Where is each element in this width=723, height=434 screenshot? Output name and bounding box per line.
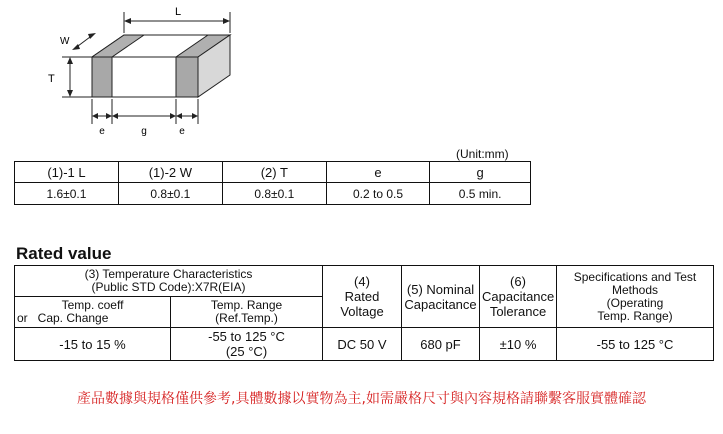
spec-methods-header — [557, 266, 714, 328]
nominal-line1: (5) Nominal — [406, 281, 475, 297]
temp-range-header — [171, 297, 323, 328]
unit-label: (Unit:mm) — [456, 147, 509, 161]
value-g: 0.5 min. — [430, 183, 531, 205]
temp-coeff-line1: Temp. coeff — [61, 298, 124, 312]
spec-line4: Temp. Range) — [597, 308, 673, 323]
temp-coeff-line2: or Cap. Change — [17, 311, 109, 325]
label-T: T — [48, 73, 55, 85]
header-W: (1)-2 W — [118, 162, 222, 183]
temp-range-value-line2: (25 °C) — [225, 344, 268, 359]
nominal-capacitance-header — [402, 266, 480, 328]
voltage-line2: Rated — [344, 289, 380, 304]
rated-voltage-header — [323, 266, 402, 328]
label-e-right: e — [179, 126, 185, 137]
tolerance-line3: Tolerance — [489, 304, 547, 319]
tolerance-line2: Capacitance — [482, 289, 555, 304]
temp-coeff-header — [15, 297, 171, 328]
header-T: (2) T — [222, 162, 326, 183]
value-nominal-capacitance: 680 pF — [402, 328, 480, 361]
header-L: (1)-1 L — [15, 162, 119, 183]
temp-char-line1: (3) Temperature Characteristics — [84, 267, 253, 281]
label-g: g — [141, 126, 147, 137]
temp-range-line1: Temp. Range — [210, 298, 283, 312]
tolerance-line1: (6) — [510, 274, 526, 289]
label-L: L — [174, 6, 182, 18]
value-L: 1.6±0.1 — [15, 183, 119, 205]
value-W: 0.8±0.1 — [118, 183, 222, 205]
voltage-line3: Voltage — [340, 304, 384, 319]
spec-line3: (Operating — [606, 295, 664, 310]
spec-line2: Methods — [611, 282, 659, 297]
dimensions-value-row — [15, 183, 531, 205]
value-T: 0.8±0.1 — [222, 183, 326, 205]
temp-range-value-line1: -55 to 125 °C — [208, 329, 285, 344]
temp-characteristics-header — [15, 266, 323, 297]
value-rated-voltage: DC 50 V — [323, 328, 402, 361]
capacitance-tolerance-header — [480, 266, 557, 328]
disclaimer-note: 產品數據與規格僅供參考,具體數據以實物為主,如需嚴格尺寸與內容規格請聯繫客服實體確認 — [77, 391, 646, 407]
value-capacitance-tolerance: ±10 % — [480, 328, 557, 361]
value-spec-temp-range: -55 to 125 °C — [557, 328, 714, 361]
rated-value-row — [15, 328, 714, 361]
voltage-line1: (4) — [354, 274, 370, 289]
spec-line1: Specifications and Test — [573, 269, 697, 284]
header-e: e — [326, 162, 430, 183]
rated-value-table — [14, 265, 714, 361]
nominal-line2: Capacitance — [404, 296, 477, 312]
value-e: 0.2 to 0.5 — [326, 183, 430, 205]
temp-char-line2: (Public STD Code):X7R(EIA) — [91, 280, 246, 294]
label-W: W — [60, 36, 70, 47]
rated-value-title: Rated value — [16, 244, 112, 263]
rated-header-row-1 — [15, 266, 714, 297]
temp-range-line2: (Ref.Temp.) — [215, 311, 278, 325]
dimensions-header-row — [15, 162, 531, 183]
dimensions-table — [14, 161, 531, 205]
value-temp-coeff: -15 to 15 % — [15, 328, 171, 361]
chip-front-electrode-right — [176, 57, 198, 97]
chip-front-electrode-left — [92, 57, 112, 97]
chip-dimension-diagram — [0, 0, 723, 145]
header-g: g — [430, 162, 531, 183]
value-temp-range — [171, 328, 323, 361]
label-e-left: e — [99, 126, 105, 137]
